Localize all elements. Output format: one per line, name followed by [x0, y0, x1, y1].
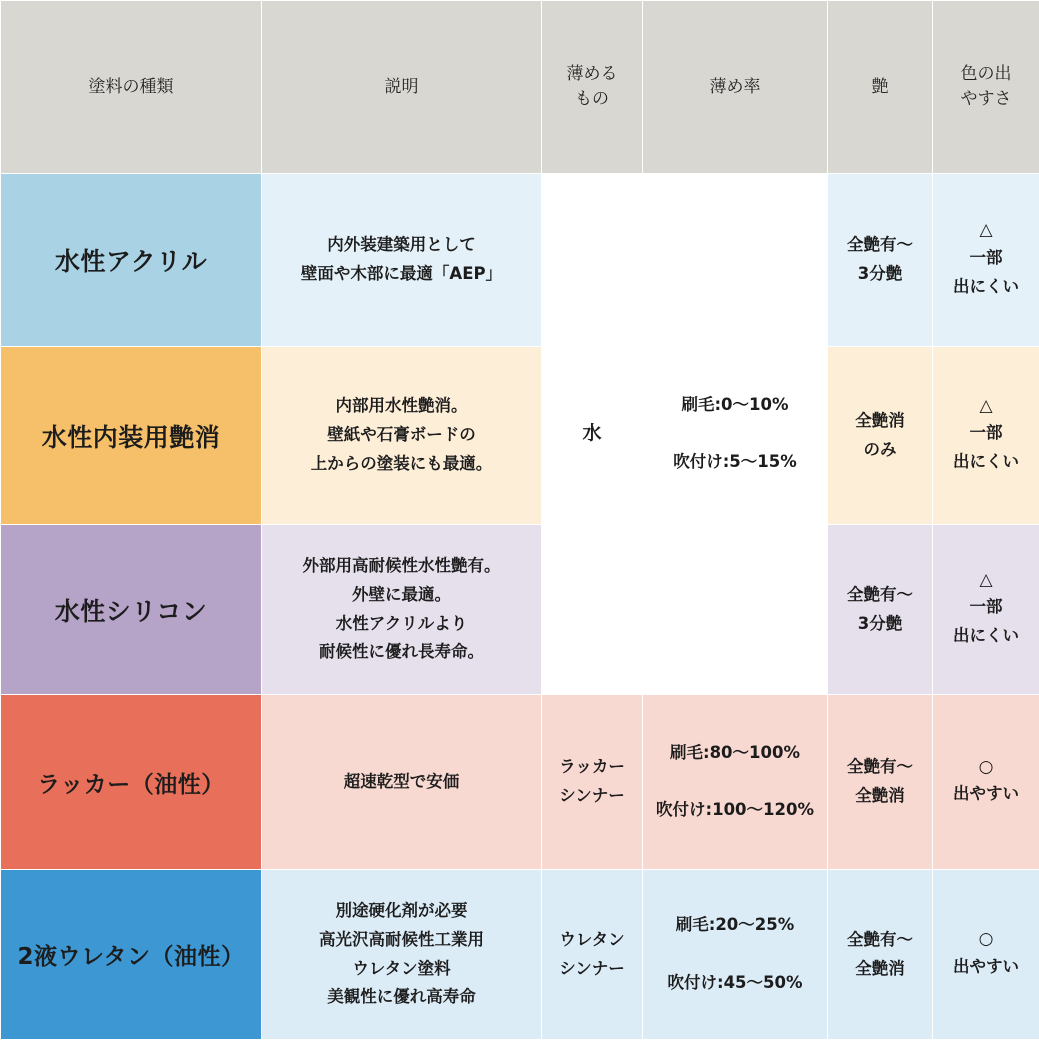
description-line: ウレタン塗料 [352, 959, 450, 978]
thinner-line: シンナー [559, 959, 625, 978]
gloss-line: 全艶有〜 [847, 930, 913, 949]
header-thinner [542, 1, 643, 174]
paint-type-name: 水性シリコン [1, 525, 262, 695]
header-color-ease-line2: やすさ [961, 89, 1012, 109]
description-line: 外部用高耐候性水性艶有。 [303, 556, 501, 575]
color-ease-line: 出やすい [953, 957, 1019, 976]
table-row [1, 347, 1039, 525]
thinner-value: 水 [542, 174, 643, 695]
color-ease-mark: △ [939, 568, 1033, 594]
dilution-rate-value [643, 695, 828, 870]
description-line: 耐候性に優れ長寿命。 [319, 642, 484, 661]
table-row [1, 525, 1039, 695]
paint-description [262, 870, 542, 1040]
thinner-value [542, 695, 643, 870]
header-dilution-rate: 薄め率 [643, 1, 828, 174]
dilution-rate-line: 吹付け:100〜120% [656, 800, 814, 819]
description-line: 壁紙や石膏ボードの [327, 425, 476, 444]
paint-description [262, 695, 542, 870]
description-line: 超速乾型で安価 [344, 772, 460, 791]
gloss-value [828, 870, 933, 1040]
thinner-value [542, 870, 643, 1040]
header-color-ease [933, 1, 1039, 174]
table-header-row [1, 1, 1039, 174]
table-row [1, 695, 1039, 870]
description-line: 壁面や木部に最適「AEP」 [301, 264, 502, 283]
gloss-line: 全艶消 [855, 786, 905, 805]
gloss-line: 全艶有〜 [847, 585, 913, 604]
dilution-rate-line: 刷毛:80〜100% [670, 743, 800, 762]
color-ease-value [933, 870, 1039, 1040]
description-line: 外壁に最適。 [352, 585, 451, 604]
description-line: 内外装建築用として [327, 235, 476, 254]
paint-description [262, 174, 542, 347]
description-line: 別途硬化剤が必要 [336, 901, 468, 920]
gloss-line: のみ [864, 440, 897, 459]
gloss-value [828, 695, 933, 870]
header-gloss: 艶 [828, 1, 933, 174]
thinner-line: ラッカー [559, 757, 625, 776]
paint-type-name: ラッカー（油性） [1, 695, 262, 870]
paint-description [262, 525, 542, 695]
dilution-rate-line: 刷毛:0〜10% [681, 395, 788, 414]
gloss-line: 3分艶 [858, 614, 902, 633]
header-color-ease-line1: 色の出 [961, 64, 1012, 84]
color-ease-value [933, 525, 1039, 695]
header-paint-type: 塗料の種類 [1, 1, 262, 174]
dilution-rate-line: 吹付け:5〜15% [673, 452, 797, 471]
gloss-line: 全艶有〜 [847, 757, 913, 776]
gloss-line: 全艶消 [855, 411, 905, 430]
table-row [1, 870, 1039, 1040]
description-line: 内部用水性艶消。 [336, 396, 468, 415]
color-ease-value [933, 174, 1039, 347]
gloss-line: 3分艶 [858, 264, 902, 283]
table-row [1, 174, 1039, 347]
header-description: 説明 [262, 1, 542, 174]
thinner-line: シンナー [559, 786, 625, 805]
color-ease-mark: △ [939, 394, 1033, 420]
color-ease-value [933, 347, 1039, 525]
gloss-value [828, 174, 933, 347]
dilution-rate-line: 刷毛:20〜25% [676, 915, 795, 934]
description-line: 水性アクリルより [336, 614, 468, 633]
description-line: 上からの塗装にも最適。 [311, 454, 493, 473]
dilution-rate-value [643, 870, 828, 1040]
dilution-rate-value [643, 174, 828, 695]
gloss-value [828, 347, 933, 525]
color-ease-value [933, 695, 1039, 870]
gloss-line: 全艶有〜 [847, 235, 913, 254]
color-ease-mark: ○ [939, 755, 1033, 781]
paint-type-name: 水性内装用艶消 [1, 347, 262, 525]
paint-description [262, 347, 542, 525]
color-ease-line: 一部 [970, 597, 1003, 616]
color-ease-line: 出やすい [953, 784, 1019, 803]
description-line: 高光沢高耐候性工業用 [319, 930, 484, 949]
thinner-line: ウレタン [559, 930, 624, 949]
paint-type-name: 2液ウレタン（油性） [1, 870, 262, 1040]
dilution-rate-line: 吹付け:45〜50% [667, 973, 802, 992]
color-ease-line: 出にくい [953, 277, 1019, 296]
gloss-value [828, 525, 933, 695]
paint-type-name: 水性アクリル [1, 174, 262, 347]
gloss-line: 全艶消 [855, 959, 905, 978]
header-thinner-line2: もの [575, 89, 609, 109]
header-thinner-line1: 薄める [567, 64, 618, 84]
color-ease-line: 出にくい [953, 626, 1019, 645]
color-ease-mark: ○ [939, 927, 1033, 953]
color-ease-line: 出にくい [953, 452, 1019, 471]
color-ease-line: 一部 [970, 423, 1003, 442]
description-line: 美観性に優れ高寿命 [327, 987, 476, 1006]
color-ease-mark: △ [939, 218, 1033, 244]
color-ease-line: 一部 [970, 248, 1003, 267]
